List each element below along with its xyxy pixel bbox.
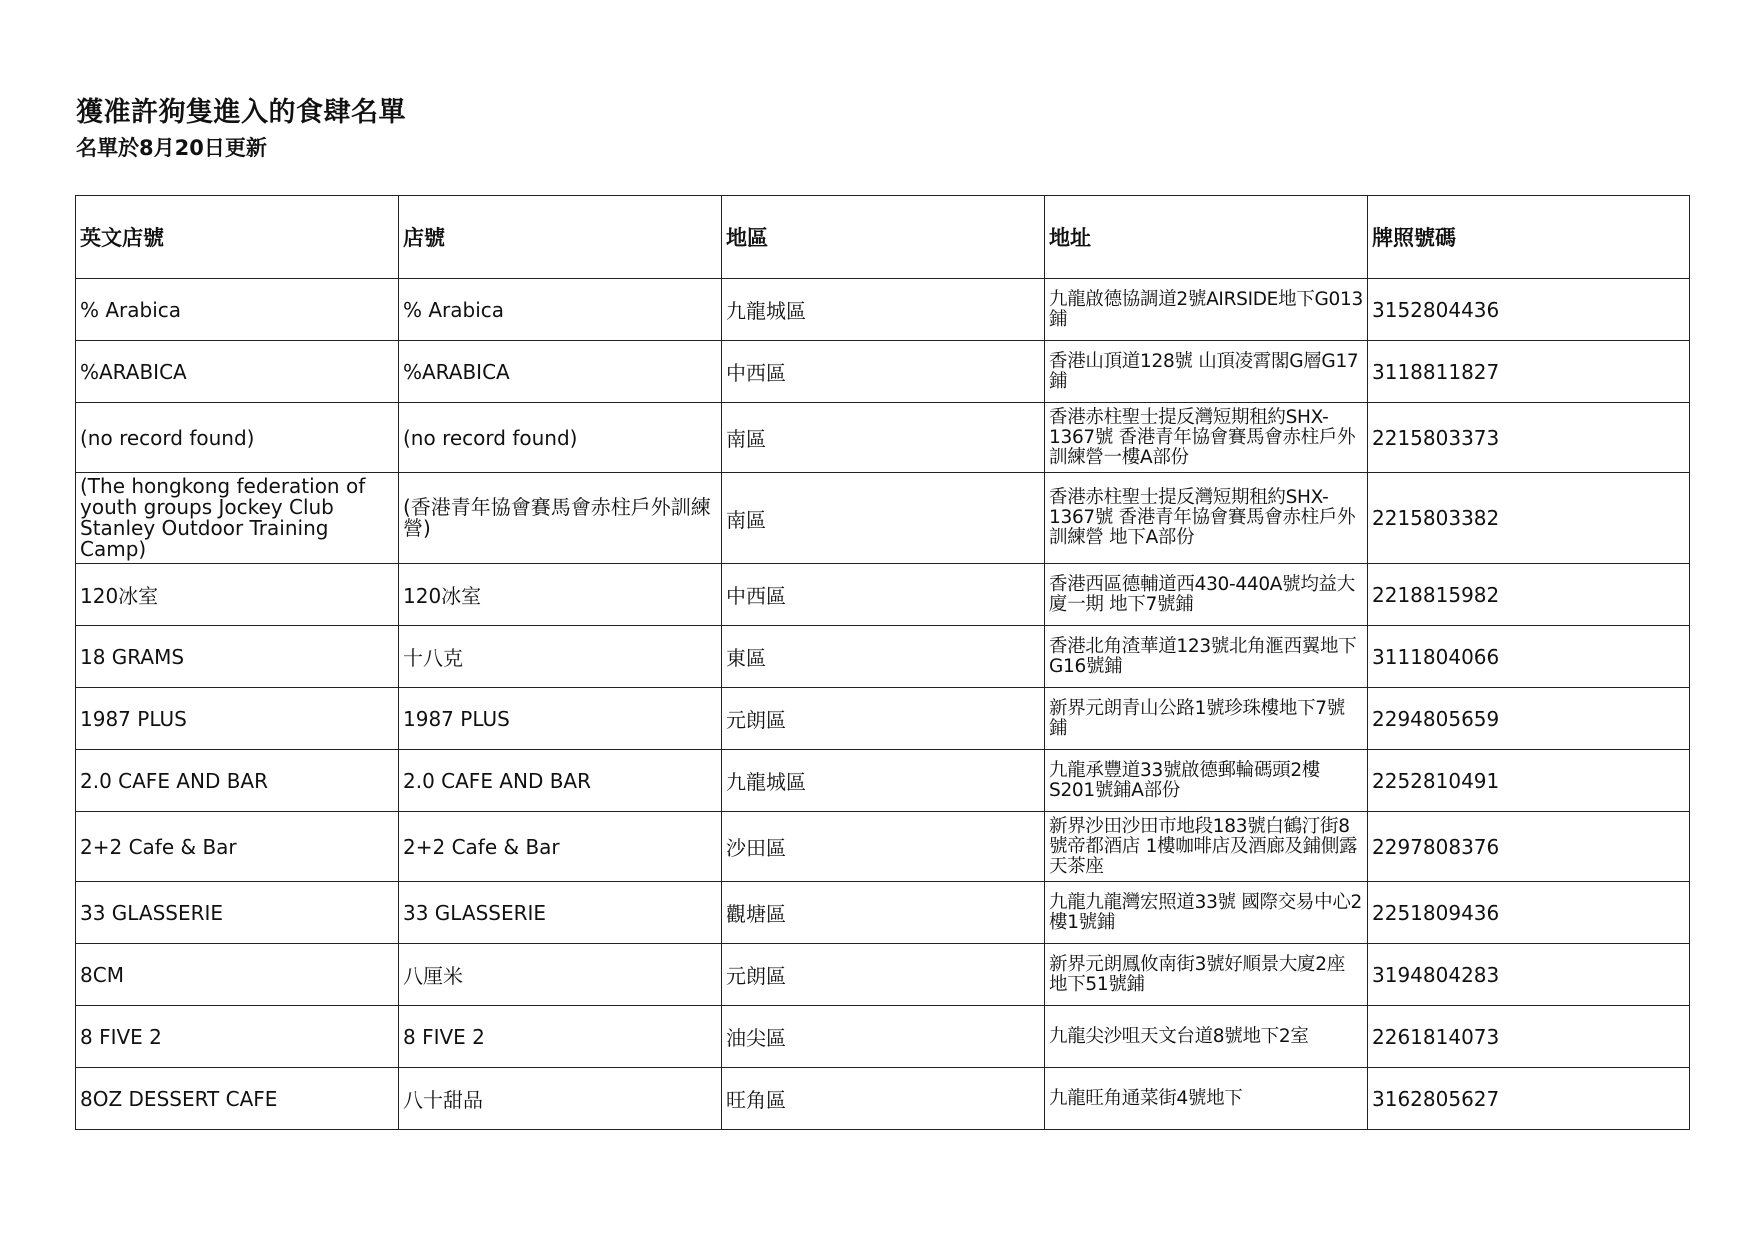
cell-district: 觀塘區	[722, 882, 1045, 944]
cell-district: 油尖區	[722, 1006, 1045, 1068]
cell-english-name: 8OZ DESSERT CAFE	[76, 1068, 399, 1130]
table-row	[76, 882, 1690, 944]
cell-shop-name: 1987 PLUS	[399, 688, 722, 750]
page-title: 獲准許狗隻進入的食肆名單	[76, 97, 406, 128]
table-row	[76, 341, 1690, 403]
cell-address: 香港山頂道128號 山頂凌霄閣G層G17鋪	[1045, 341, 1368, 403]
cell-district: 九龍城區	[722, 279, 1045, 341]
header-address: 地址	[1045, 196, 1368, 279]
page-subtitle: 名單於8月20日更新	[76, 136, 267, 160]
cell-address: 新界元朗鳳攸南街3號好順景大廈2座地下51號鋪	[1045, 944, 1368, 1006]
cell-address: 九龍旺角通菜街4號地下	[1045, 1068, 1368, 1130]
cell-shop-name: 十八克	[399, 626, 722, 688]
cell-district: 元朗區	[722, 688, 1045, 750]
cell-english-name: 120冰室	[76, 564, 399, 626]
header-district: 地區	[722, 196, 1045, 279]
cell-licence-no: 2261814073	[1368, 1006, 1690, 1068]
table-row	[76, 750, 1690, 812]
cell-address: 新界元朗青山公路1號珍珠樓地下7號鋪	[1045, 688, 1368, 750]
cell-licence-no: 3152804436	[1368, 279, 1690, 341]
table-header-row	[76, 196, 1690, 279]
cell-english-name: 33 GLASSERIE	[76, 882, 399, 944]
cell-licence-no: 2215803382	[1368, 473, 1690, 564]
header-english-name: 英文店號	[76, 196, 399, 279]
cell-shop-name: %ARABICA	[399, 341, 722, 403]
table-row	[76, 1068, 1690, 1130]
cell-address: 九龍啟德協調道2號AIRSIDE地下G013鋪	[1045, 279, 1368, 341]
table-row	[76, 812, 1690, 882]
cell-shop-name: 八厘米	[399, 944, 722, 1006]
cell-district: 南區	[722, 403, 1045, 473]
table-row	[76, 403, 1690, 473]
cell-address: 香港赤柱聖士提反灣短期租約SHX-1367號 香港青年協會賽馬會赤柱戶外訓練營一樓A部份	[1045, 403, 1368, 473]
cell-english-name: % Arabica	[76, 279, 399, 341]
cell-address: 香港北角渣華道123號北角滙西翼地下G16號鋪	[1045, 626, 1368, 688]
cell-english-name: (The hongkong federation of youth groups Jockey Club Stanley Outdoor Training Camp)	[76, 473, 399, 564]
table-row	[76, 473, 1690, 564]
cell-licence-no: 2218815982	[1368, 564, 1690, 626]
cell-licence-no: 3111804066	[1368, 626, 1690, 688]
cell-address: 九龍承豐道33號啟德郵輪碼頭2樓S201號鋪A部份	[1045, 750, 1368, 812]
cell-english-name: 8CM	[76, 944, 399, 1006]
cell-district: 元朗區	[722, 944, 1045, 1006]
cell-district: 旺角區	[722, 1068, 1045, 1130]
cell-district: 南區	[722, 473, 1045, 564]
cell-district: 中西區	[722, 341, 1045, 403]
cell-licence-no: 3194804283	[1368, 944, 1690, 1006]
table-row	[76, 1006, 1690, 1068]
table-row	[76, 626, 1690, 688]
cell-english-name: 2.0 CAFE AND BAR	[76, 750, 399, 812]
restaurant-table	[75, 195, 1690, 1130]
cell-licence-no: 3162805627	[1368, 1068, 1690, 1130]
cell-shop-name: 8 FIVE 2	[399, 1006, 722, 1068]
table-row	[76, 944, 1690, 1006]
cell-address: 九龍尖沙咀天文台道8號地下2室	[1045, 1006, 1368, 1068]
cell-shop-name: 120冰室	[399, 564, 722, 626]
table-row	[76, 564, 1690, 626]
cell-shop-name: 2+2 Cafe & Bar	[399, 812, 722, 882]
cell-shop-name: (香港青年協會賽馬會赤柱戶外訓練營)	[399, 473, 722, 564]
table-row	[76, 688, 1690, 750]
cell-english-name: 18 GRAMS	[76, 626, 399, 688]
cell-licence-no: 2294805659	[1368, 688, 1690, 750]
cell-shop-name: 八十甜品	[399, 1068, 722, 1130]
cell-english-name: 1987 PLUS	[76, 688, 399, 750]
cell-english-name: %ARABICA	[76, 341, 399, 403]
table-row	[76, 279, 1690, 341]
cell-licence-no: 2297808376	[1368, 812, 1690, 882]
cell-address: 香港西區德輔道西430-440A號均益大廈一期 地下7號鋪	[1045, 564, 1368, 626]
cell-licence-no: 2251809436	[1368, 882, 1690, 944]
cell-shop-name: 33 GLASSERIE	[399, 882, 722, 944]
cell-licence-no: 3118811827	[1368, 341, 1690, 403]
cell-english-name: 8 FIVE 2	[76, 1006, 399, 1068]
cell-address: 香港赤柱聖士提反灣短期租約SHX-1367號 香港青年協會賽馬會赤柱戶外訓練營 地下A部份	[1045, 473, 1368, 564]
cell-district: 東區	[722, 626, 1045, 688]
cell-address: 九龍九龍灣宏照道33號 國際交易中心2樓1號鋪	[1045, 882, 1368, 944]
cell-shop-name: % Arabica	[399, 279, 722, 341]
cell-district: 沙田區	[722, 812, 1045, 882]
cell-licence-no: 2215803373	[1368, 403, 1690, 473]
cell-shop-name: (no record found)	[399, 403, 722, 473]
cell-address: 新界沙田沙田市地段183號白鶴汀街8號帝都酒店 1樓咖啡店及酒廊及鋪側露天茶座	[1045, 812, 1368, 882]
cell-licence-no: 2252810491	[1368, 750, 1690, 812]
header-licence-no: 牌照號碼	[1368, 196, 1690, 279]
cell-shop-name: 2.0 CAFE AND BAR	[399, 750, 722, 812]
cell-english-name: (no record found)	[76, 403, 399, 473]
cell-district: 九龍城區	[722, 750, 1045, 812]
cell-district: 中西區	[722, 564, 1045, 626]
cell-english-name: 2+2 Cafe & Bar	[76, 812, 399, 882]
header-shop-name: 店號	[399, 196, 722, 279]
